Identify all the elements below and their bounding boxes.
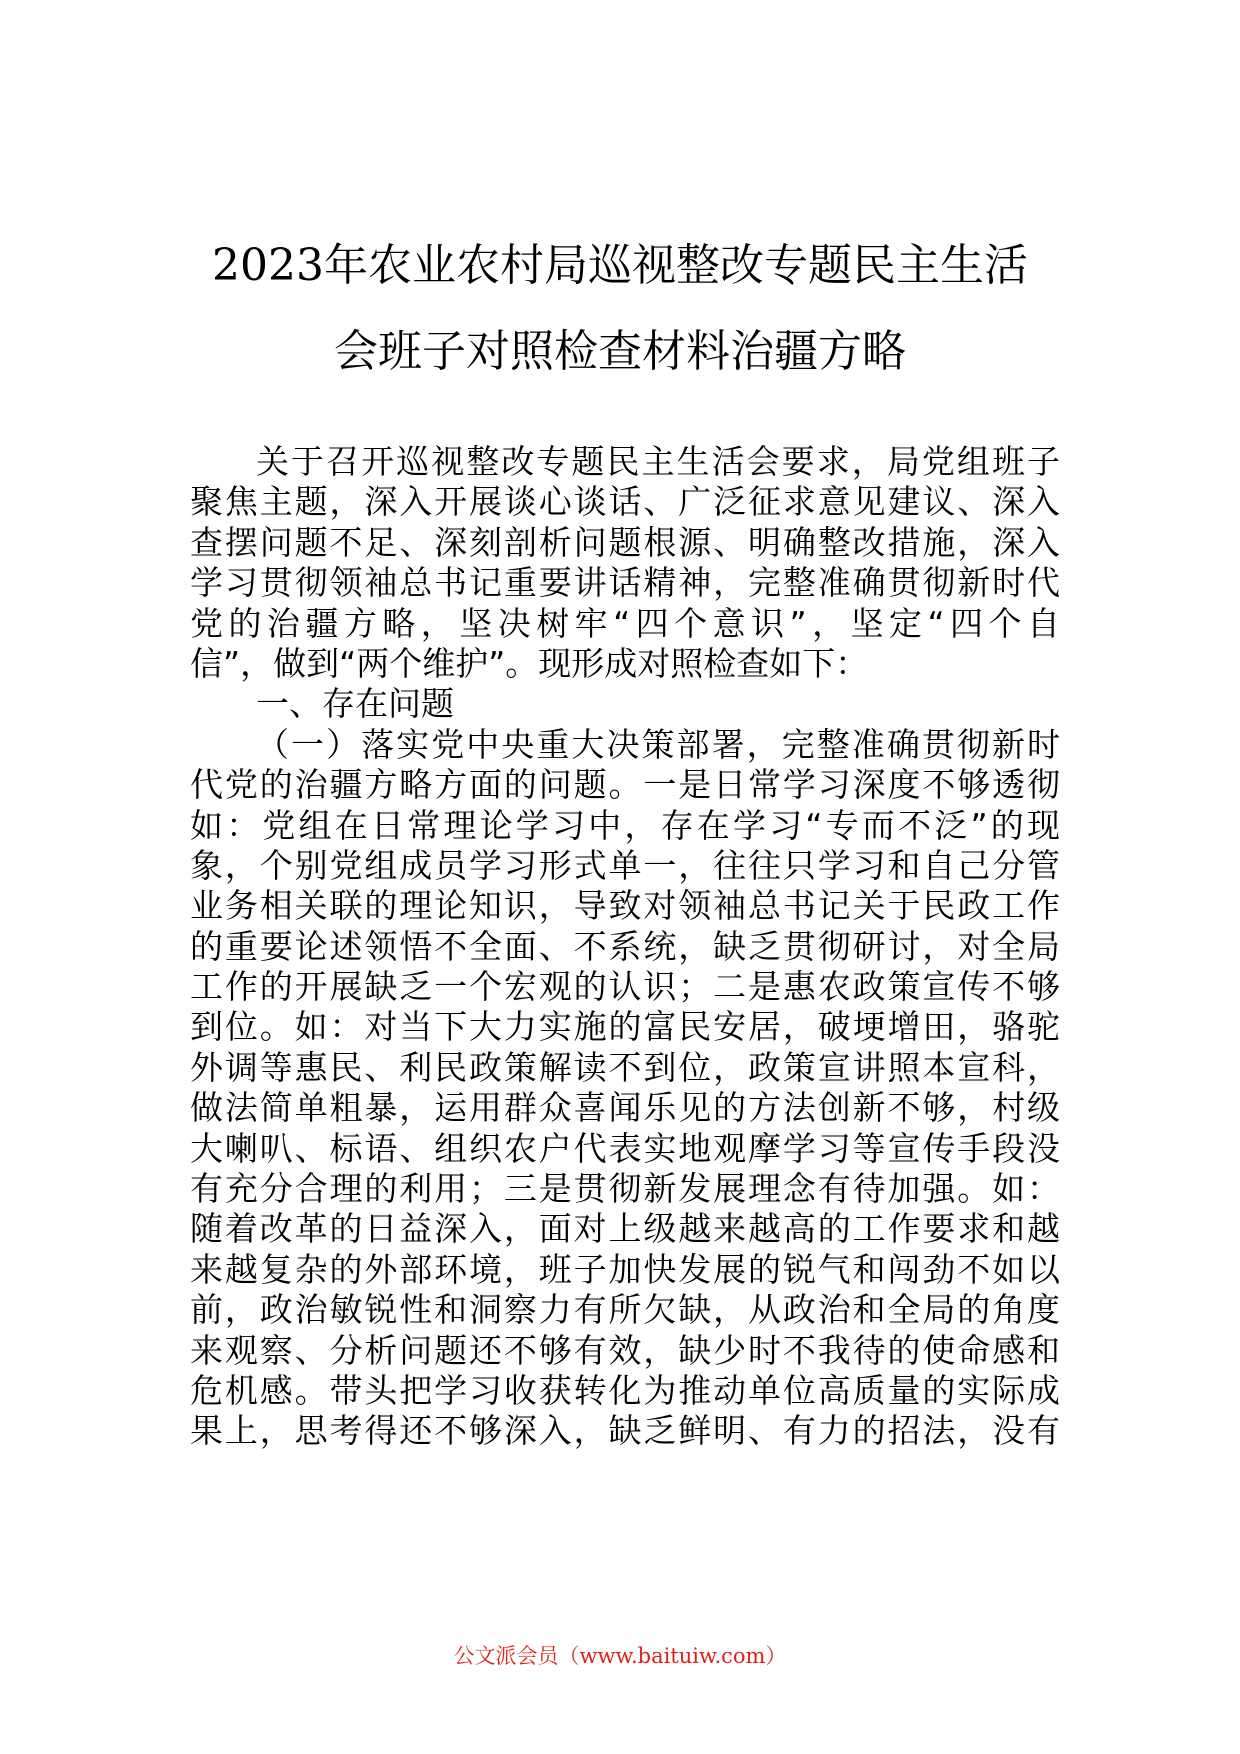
body-line: 象，个别党组成员学习形式单一，往往只学习和自己分管 bbox=[190, 845, 1060, 885]
body-line: 关于召开巡视整改专题民主生活会要求，局党组班子 bbox=[256, 442, 1060, 481]
body-line: 业务相关联的理论知识，导致对领袖总书记关于民政工作 bbox=[190, 886, 1060, 926]
body-line: 来观察、分析问题还不够有效，缺少时不我待的使命感和 bbox=[190, 1330, 1060, 1370]
body-line: 随着改革的日益深入，面对上级越来越高的工作要求和越 bbox=[190, 1209, 1060, 1249]
body-line: 查摆问题不足、深刻剖析问题根源、明确整改措施，深入 bbox=[190, 522, 1060, 562]
body-line: 前，政治敏锐性和洞察力有所欠缺，从政治和全局的角度 bbox=[190, 1290, 1060, 1330]
body-line: 代党的治疆方略方面的问题。一是日常学习深度不够透彻 bbox=[190, 765, 1060, 805]
body-line: 信”，做到“两个维护”。现形成对照检查如下： bbox=[190, 643, 869, 683]
body-line: 聚焦主题，深入开展谈心谈话、广泛征求意见建议、深入 bbox=[190, 482, 1060, 522]
body-line: 工作的开展缺乏一个宏观的认识；二是惠农政策宣传不够 bbox=[190, 967, 1060, 1007]
document-body bbox=[190, 442, 1060, 1452]
body-line: 到位。如：对当下大力实施的富民安居，破埂增田，骆驼 bbox=[190, 1007, 1060, 1047]
document-title-line-2: 会班子对照检查材料治疆方略 bbox=[334, 326, 906, 377]
body-line: 党的治疆方略，坚决树牢“四个意识”，坚定“四个自 bbox=[190, 603, 1060, 643]
body-line: 果上，思考得还不够深入，缺乏鲜明、有力的招法，没有 bbox=[190, 1411, 1060, 1451]
body-line: 大喇叭、标语、组织农户代表实地观摩学习等宣传手段没 bbox=[190, 1128, 1060, 1168]
body-line: 如：党组在日常理论学习中，存在学习“专而不泛”的现 bbox=[190, 805, 1060, 845]
body-line: 做法简单粗暴，运用群众喜闻乐见的方法创新不够，村级 bbox=[190, 1088, 1060, 1128]
body-line: 危机感。带头把学习收获转化为推动单位高质量的实际成 bbox=[190, 1370, 1060, 1410]
document-title-line-1: 2023年农业农村局巡视整改专题民主生活 bbox=[212, 240, 1028, 291]
footer-watermark: 公文派会员（www.baituiw.com） bbox=[453, 1644, 787, 1668]
body-line: 的重要论述领悟不全面、不系统，缺乏贯彻研讨，对全局 bbox=[190, 926, 1060, 966]
body-line: 学习贯彻领袖总书记重要讲话精神，完整准确贯彻新时代 bbox=[190, 563, 1060, 603]
body-line: 来越复杂的外部环境，班子加快发展的锐气和闯劲不如以 bbox=[190, 1249, 1060, 1289]
body-line: 外调等惠民、利民政策解读不到位，政策宣讲照本宣科， bbox=[190, 1047, 1060, 1087]
body-line: 有充分合理的利用；三是贯彻新发展理念有待加强。如： bbox=[190, 1169, 1060, 1209]
section-heading: 一、存在问题 bbox=[256, 684, 454, 724]
body-line: （一）落实党中央重大决策部署，完整准确贯彻新时 bbox=[256, 724, 1060, 764]
